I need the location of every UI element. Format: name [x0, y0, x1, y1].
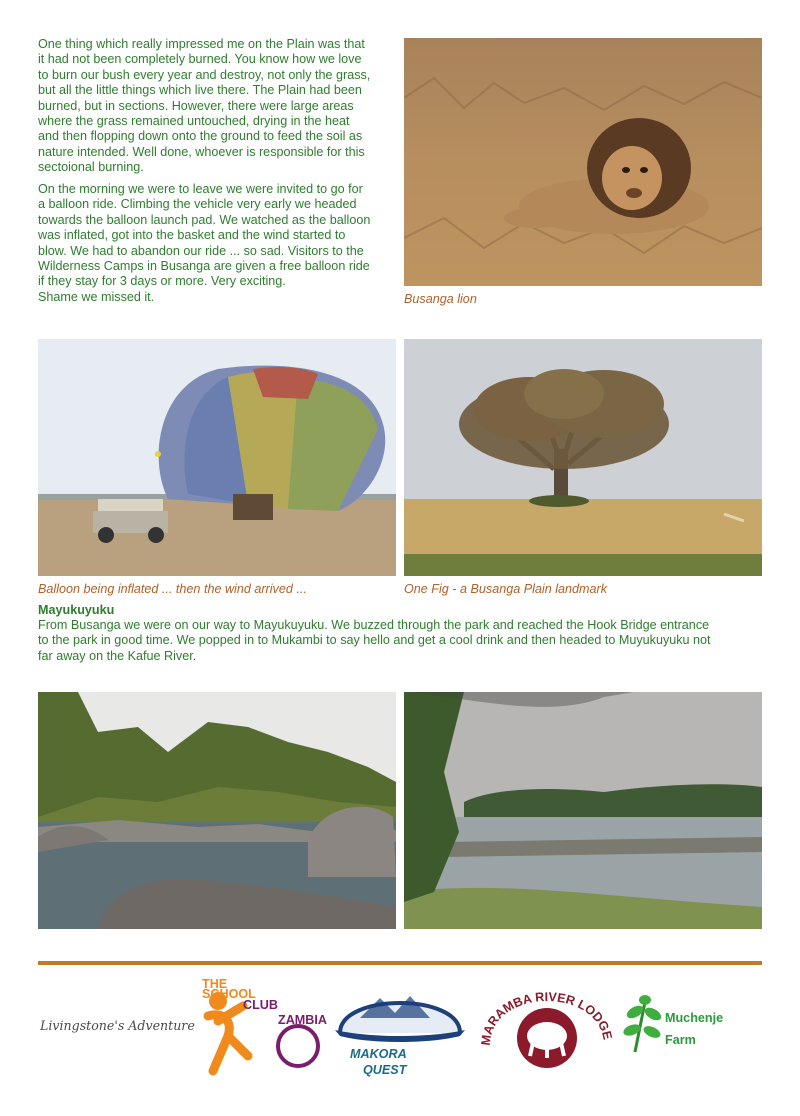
- svg-text:Farm: Farm: [665, 1033, 696, 1047]
- balloon-paragraph: On the morning we were to leave we were invited to go for a balloon ride. Climbing the vehicle very early we headed towards the balloon launch pad. We watched as the balloon was inflated, got into the basket and the wind started to blow. We had to abandon our ride ... so sad. Visitors to the Wilderness Camps in Busanga are given a free balloon ride if they stay for 3 days or more. Very exciting. Shame we missed it.: [38, 182, 371, 304]
- svg-text:Livingstone's Adventure: Livingstone's Adventure: [40, 1018, 195, 1033]
- balloon-caption: Balloon being inflated ... then the wind arrived ...: [38, 582, 307, 596]
- svg-text:MARAMBA RIVER LODGE: MARAMBA RIVER LODGE: [478, 989, 615, 1047]
- mayukuyuku-paragraph: From Busanga we were on our way to Mayukuyuku. We buzzed through the park and reached the Hook Bridge entrance to the park in good time. We popped in to Mukambi to say hello and get a cool drink and then headed to Muyukuyuku not far away on the Kafue River.: [38, 618, 711, 663]
- svg-text:SCHOOL: SCHOOL: [202, 987, 256, 1001]
- intro-paragraph: One thing which really impressed me on the Plain was that it had not been completely burned. You know how we love to burn our bush every year and destroy, not only the grass, but all the little things which live there. The Plain had been burned, but in sections. However, there were large areas where the grass remained untouched, drying in the heat and then flopping down onto the ground to feed the soil as nature intended. Well done, whoever is responsible for this sectoional burning.: [38, 37, 371, 175]
- svg-text:MAKORA: MAKORA: [350, 1047, 407, 1061]
- footer-divider: [38, 961, 762, 965]
- svg-text:Muchenje: Muchenje: [665, 1011, 724, 1025]
- svg-text:ZAMBIA: ZAMBIA: [278, 1013, 327, 1027]
- svg-text:THE: THE: [202, 977, 228, 991]
- balloon-photo: [38, 339, 396, 576]
- livingstones-adventure-logo: [38, 1010, 195, 1040]
- kafue-river-photo: [404, 692, 762, 929]
- makora-quest-logo: [330, 978, 470, 1078]
- section-title-mayukuyuku: Mayukuyuku: [38, 603, 115, 617]
- maramba-river-lodge-logo: [478, 976, 615, 1076]
- fig-caption: One Fig - a Busanga Plain landmark: [404, 582, 608, 596]
- svg-text:CLUB: CLUB: [243, 998, 278, 1012]
- river-rocks-photo: [38, 692, 396, 929]
- muchenje-farm-logo: [620, 992, 762, 1062]
- one-fig-photo: [404, 339, 762, 576]
- svg-text:QUEST: QUEST: [363, 1063, 407, 1077]
- busanga-lion-photo: [404, 38, 762, 286]
- lion-caption: Busanga lion: [404, 292, 477, 306]
- school-club-zambia-logo: [188, 976, 330, 1076]
